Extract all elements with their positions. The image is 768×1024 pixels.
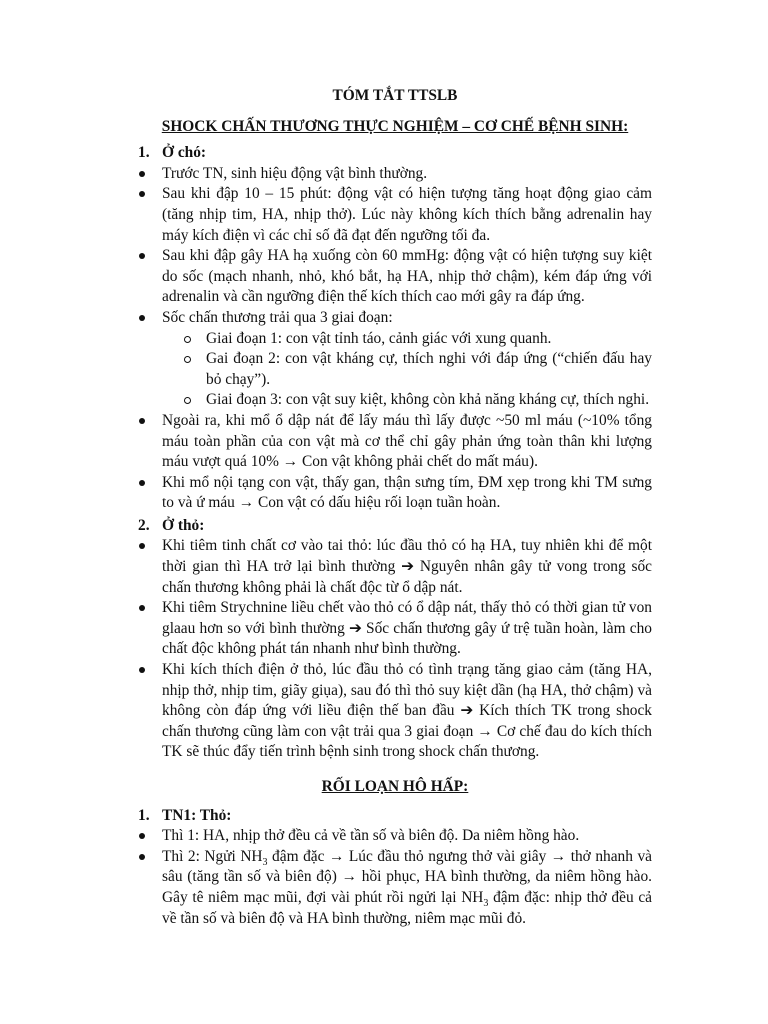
bullet-icon (139, 605, 145, 611)
bullet-icon (139, 315, 145, 321)
heading-label: Ở thỏ: (162, 516, 205, 534)
list-item: Khi kích thích điện ở thỏ, lúc đầu thỏ có tình trạng tăng giao cảm (tăng HA, nhịp thở, nhịp tim, giãy giụa), sau đó thì thỏ suy kiệt dần (hạ HA, thở chậm) và không còn đáp ứng với liều điện thế ban đầu ➔ Kích thích TK trong shock chấn thương cũng làm con vật trải qua 3 giai đoạn → Cơ chế đau do kích thích TK sẽ thúc đẩy tiến trình bệnh sinh trong shock chấn thương. (138, 660, 652, 763)
heading-label: TN1: Thỏ: (162, 806, 232, 824)
heading-number: 1. (138, 144, 150, 162)
list-item: Khi mổ nội tạng con vật, thấy gan, thận sưng tím, ĐM xẹp trong khi TM sưng to và ứ máu → Con vật có dấu hiệu rối loạn tuần hoàn. (138, 473, 652, 514)
heading-rabbit (138, 516, 652, 537)
section-title-respiratory: RỐI LOẠN HÔ HẤP: (321, 778, 469, 795)
bullet-icon (139, 191, 145, 197)
section-title-shock: SHOCK CHẤN THƯƠNG THỰC NGHIỆM – CƠ CHẾ BỆNH SINH: (161, 117, 629, 135)
bullet-icon (139, 480, 145, 486)
heading-number: 1. (138, 806, 150, 824)
bullet-icon (139, 854, 145, 860)
list-item: Ngoài ra, khi mổ ổ dập nát để lấy máu thì lấy được ~50 ml máu (~10% tổng máu toàn phần của con vật mà cơ thể chỉ gây phản ứng toàn thân khi lượng máu vượt quá 10% → Con vật không phải chết do mất máu). (138, 411, 652, 473)
list-item: Sốc chấn thương trải qua 3 giai đoạn: Giai đoạn 1: con vật tỉnh táo, cảnh giác với xung quanh. Gai đoạn 2: con vật kháng cự, thích nghi với đáp ứng (“chiến đấu hay bỏ chạy”). Giai đoạn 3: con vật suy kiệt, không còn khả năng kháng cự, thích nghi. (138, 308, 652, 411)
heading-number: 2. (138, 516, 150, 534)
stage-list (162, 329, 652, 411)
rabbit-list (138, 536, 652, 763)
dog-list (138, 164, 652, 514)
list-item: Thì 1: HA, nhịp thở đều cả về tần số và biên độ. Da niêm hồng hào. (138, 826, 652, 847)
stage-item: Giai đoạn 3: con vật suy kiệt, không còn khả năng kháng cự, thích nghi. (182, 390, 652, 411)
circle-bullet-icon (184, 356, 191, 363)
list-item: Sau khi đập 10 – 15 phút: động vật có hiện tượng tăng hoạt động giao cảm (tăng nhịp tim, HA, nhịp thở). Lúc này không kích thích bằng adrenalin hay máy kích điện vì các chỉ số đã đạt đến ngưỡng tối đa. (138, 184, 652, 246)
list-item: Khi tiêm Strychnine liều chết vào thỏ có ổ dập nát, thấy thỏ có thời gian tử von glaau hơn so với bình thường ➔ Sốc chấn thương gây ứ trệ tuần hoàn, làm cho chất độc không phát tán nhanh như bình thường. (138, 598, 652, 660)
bullet-icon (139, 833, 145, 839)
document-title: TÓM TẮT TTSLB (332, 87, 458, 104)
list-item: Trước TN, sinh hiệu động vật bình thường. (138, 164, 652, 185)
list-item: Khi tiêm tinh chất cơ vào tai thỏ: lúc đầu thỏ có hạ HA, tuy nhiên khi để một thời gian thì HA trở lại bình thường ➔ Nguyên nhân gây tử vong trong sốc chấn thương không phải là chất độc từ ổ dập nát. (138, 536, 652, 598)
stage-item: Gai đoạn 2: con vật kháng cự, thích nghi với đáp ứng (“chiến đấu hay bỏ chạy”). (182, 349, 652, 390)
stage-item: Giai đoạn 1: con vật tỉnh táo, cảnh giác với xung quanh. (182, 329, 652, 350)
heading-dog (138, 143, 652, 164)
list-item: Sau khi đập gây HA hạ xuống còn 60 mmHg: động vật có hiện tượng suy kiệt do sốc (mạch nhanh, nhỏ, khó bắt, hạ HA, nhịp thở chậm), kém đáp ứng với adrenalin và cần ngưỡng điện thế kích thích cao mới gây ra đáp ứng. (138, 246, 652, 308)
circle-bullet-icon (184, 336, 191, 343)
tn1-list (138, 826, 652, 929)
list-item: Thì 2: Ngửi $NH_3$ đậm đặc → Lúc đầu thỏ ngưng thở vài giây → thở nhanh và sâu (tăng tần số và biên độ) → hồi phục, HA bình thường, da niêm hồng hào. Gây tê niêm mạc mũi, đợi vài phút rồi ngửi lại $NH_3$ đậm đặc: nhịp thở đều cả về tần số và biên độ và HA bình thường, niêm mạc mũi đỏ. (138, 847, 652, 929)
bullet-icon (139, 543, 145, 549)
heading-label: Ở chó: (162, 144, 207, 162)
bullet-icon (139, 253, 145, 259)
bullet-icon (139, 667, 145, 673)
bullet-icon (139, 171, 145, 177)
circle-bullet-icon (184, 397, 191, 404)
heading-tn1 (138, 806, 652, 827)
bullet-icon (139, 418, 145, 424)
